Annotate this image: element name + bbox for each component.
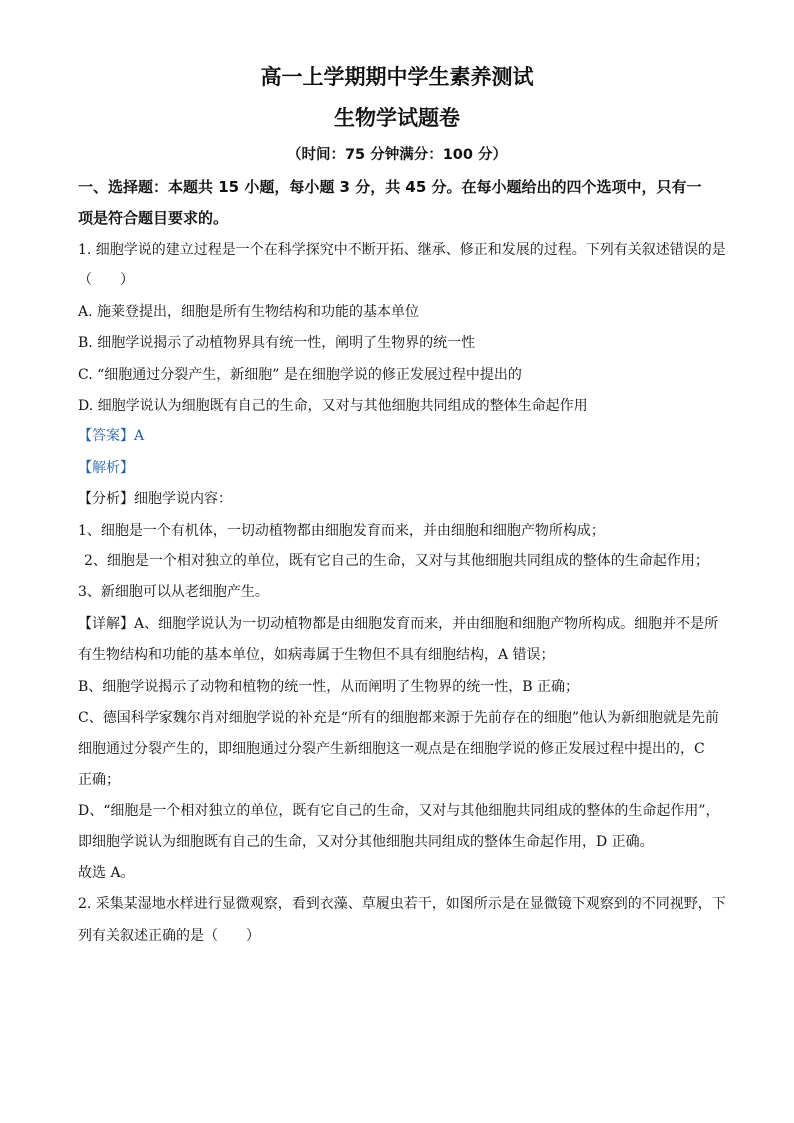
q2-stem-line1: 2. 采集某湿地水样进行显微观察，看到衣藻、草履虫若干，如图所示是在显微镜下观察到的不同视野，下 <box>78 896 726 912</box>
section-heading-line1: 一、选择题：本题共 15 小题，每小题 3 分，共 45 分。在每小题给出的四个选项中，只有一 <box>78 178 702 196</box>
exam-subtitle: 生物学试题卷 <box>334 106 460 130</box>
q1-option-d: D. 细胞学说认为细胞既有自己的生命，又对与其他细胞共同组成的整体生命起作用 <box>78 398 588 414</box>
q1-detail-line4: C、德国科学家魏尔肖对细胞学说的补充是“所有的细胞都来源于先前存在的细胞”他认为新细胞就是先前 <box>78 710 720 726</box>
q1-option-a: A. 施莱登提出，细胞是所有生物结构和功能的基本单位 <box>78 304 420 320</box>
q1-detail-line7: D、“细胞是一个相对独立的单位，既有它自己的生命，又对与其他细胞共同组成的整体的生命起作用”， <box>78 803 720 819</box>
q2-stem-line2: 列有关叙述正确的是（ ） <box>78 928 260 944</box>
q1-option-c: C. “细胞通过分裂产生，新细胞” 是在细胞学说的修正发展过程中提出的 <box>78 367 522 383</box>
q1-analysis-label: 【解析】 <box>78 460 134 476</box>
section-heading-line2: 项是符合题目要求的。 <box>78 209 229 227</box>
q1-detail-line1: 【详解】A、细胞学说认为一切动植物都是由细胞发育而来，并由细胞和细胞产物所构成。细胞并不是所 <box>78 616 719 632</box>
q1-point-2: 2、细胞是一个相对独立的单位，既有它自己的生命，又对与其他细胞共同组成的整体的生命起作用； <box>84 553 709 569</box>
q1-detail-line5: 细胞通过分裂产生的，即细胞通过分裂产生新细胞这一观点是在细胞学说的修正发展过程中提出的，C <box>78 741 705 757</box>
q1-point-3: 3、新细胞可以从老细胞产生。 <box>78 584 269 600</box>
q1-analysis-intro: 【分析】细胞学说内容： <box>78 491 232 507</box>
q1-stem-line2: （ ） <box>78 272 134 288</box>
q1-detail-line6: 正确； <box>78 772 120 788</box>
q1-stem-line1: 1. 细胞学说的建立过程是一个在科学探究中不断开拓、继承、修正和发展的过程。下列有关叙述错误的是 <box>78 242 726 258</box>
exam-time-score: （时间：75 分钟满分：100 分） <box>286 147 508 163</box>
q1-point-1: 1、细胞是一个有机体，一切动植物都由细胞发育而来，并由细胞和细胞产物所构成； <box>78 523 605 539</box>
q1-conclusion: 故选 A。 <box>78 865 135 881</box>
exam-title: 高一上学期期中学生素养测试 <box>260 65 534 89</box>
q1-detail-line8: 即细胞学说认为细胞既有自己的生命，又对分其他细胞共同组成的整体生命起作用，D 正确。 <box>78 834 654 850</box>
q1-detail-line2: 有生物结构和功能的基本单位，如病毒属于生物但不具有细胞结构，A 错误； <box>78 647 555 663</box>
q1-answer: 【答案】A <box>78 428 145 444</box>
q1-option-b: B. 细胞学说揭示了动植物界具有统一性，阐明了生物界的统一性 <box>78 335 476 351</box>
q1-detail-line3: B、细胞学说揭示了动物和植物的统一性，从而阐明了生物界的统一性，B 正确； <box>78 679 580 695</box>
